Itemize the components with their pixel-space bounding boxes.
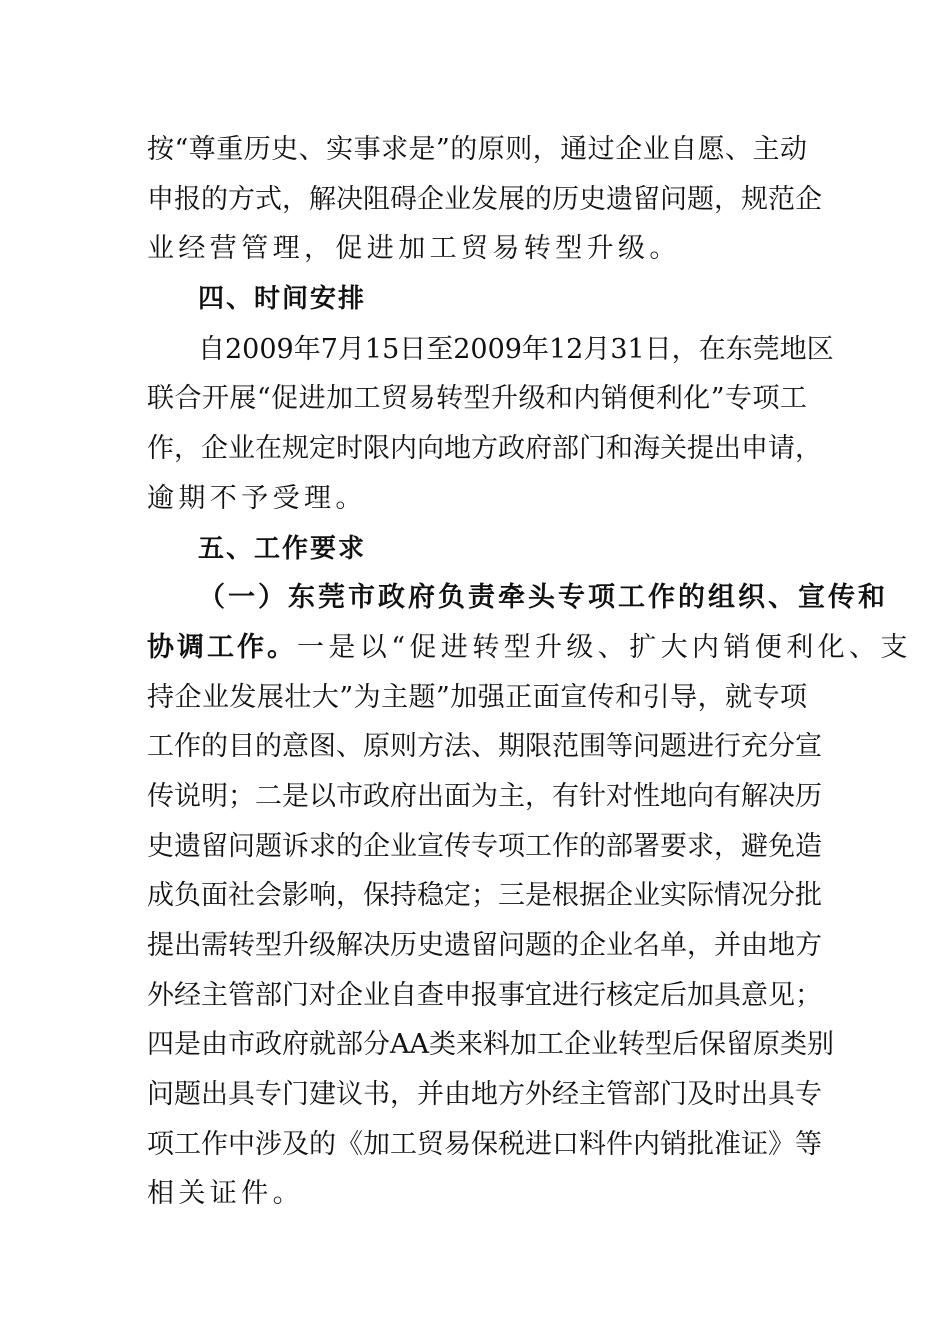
paragraph-text: 一是以“促进转型升级、扩大内销便利化、支 [297,632,912,663]
paragraph-line: 自2009年7月15日至2009年12月31日，在东莞地区 [198,334,834,365]
paragraph-line: 提出需转型升级解决历史遗留问题的企业名单，并由地方 [147,930,822,961]
paragraph-line: 外经主管部门对企业自查申报事宜进行核定后加具意见； [147,980,822,1011]
section-heading-4: 四、时间安排 [198,284,367,314]
paragraph-line [147,632,912,666]
paragraph-line: 传说明；二是以市政府出面为主，有针对性地向有解决历 [147,781,822,812]
paragraph-line: 问题出具专门建议书，并由地方外经主管部门及时出具专 [147,1079,822,1110]
paragraph-line: 申报的方式，解决阻碍企业发展的历史遗留问题，规范企 [147,184,822,215]
item-title-end: 协调工作。 [147,632,297,663]
paragraph-line: 工作的目的意图、原则方法、期限范围等问题进行充分宣 [147,731,822,762]
paragraph-line: 逾期不予受理。 [147,483,367,514]
section-heading-5: 五、工作要求 [198,534,367,564]
paragraph-line: 四是由市政府就部分AA类来料加工企业转型后保留原类别 [147,1029,834,1060]
paragraph-line: 业经营管理，促进加工贸易转型升级。 [147,233,681,264]
paragraph-line: 史遗留问题诉求的企业宣传专项工作的部署要求，避免造 [147,831,822,862]
paragraph-line: 作，企业在规定时限内向地方政府部门和海关提出申请， [147,433,822,464]
paragraph-line: 项工作中涉及的《加工贸易保税进口料件内销批准证》等 [147,1129,822,1160]
paragraph-line: 相关证件。 [147,1178,304,1209]
paragraph-line: 联合开展“促进加工贸易转型升级和内销便利化”专项工 [147,383,807,414]
paragraph-line: 成负面社会影响，保持稳定；三是根据企业实际情况分批 [147,880,822,911]
item-title: （一）东莞市政府负责牵头专项工作的组织、宣传和 [198,582,888,613]
paragraph-line: 持企业发展壮大”为主题”加强正面宣传和引导，就专项 [147,682,807,713]
paragraph-line: 按“尊重历史、实事求是”的原则，通过企业自愿、主动 [147,134,807,165]
